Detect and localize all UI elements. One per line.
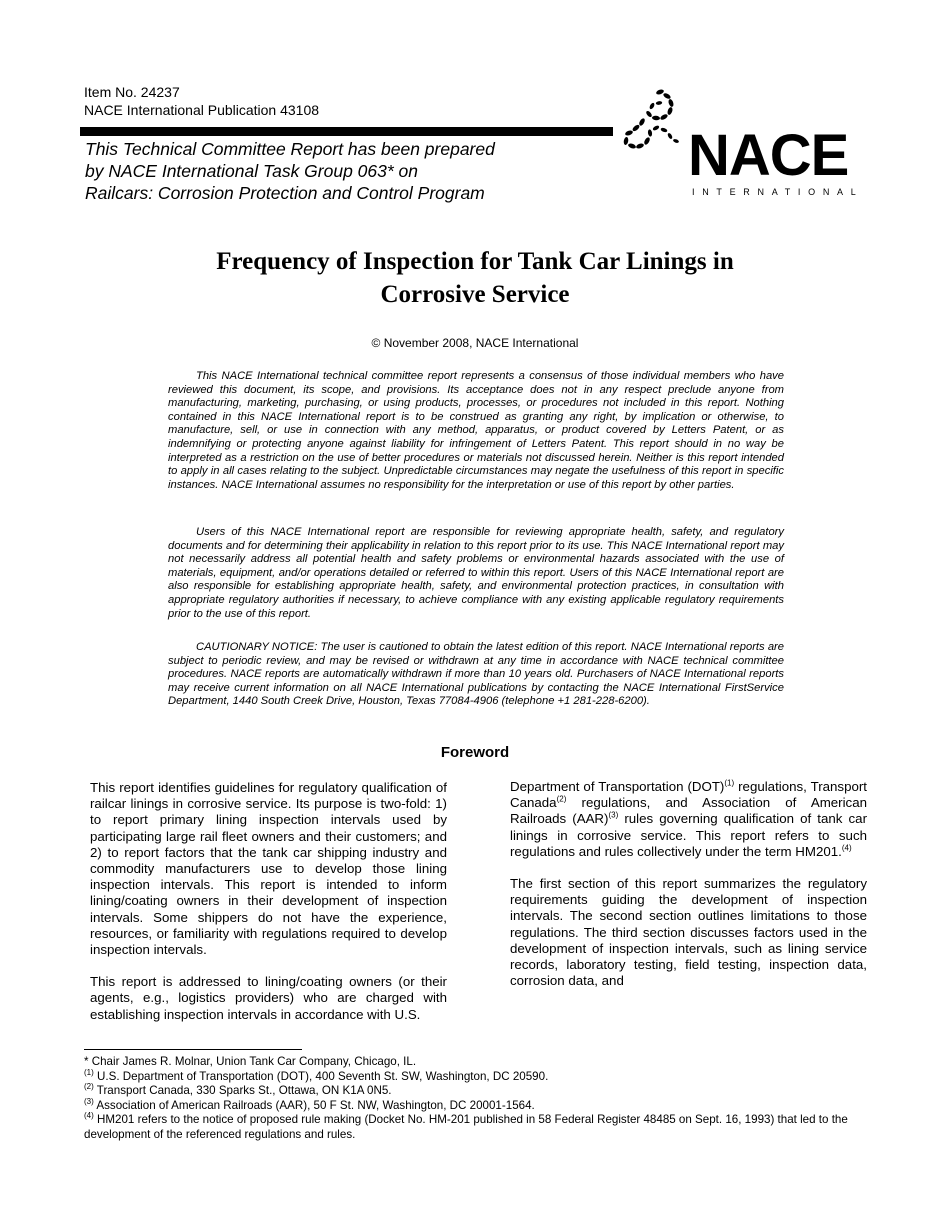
foreword-paragraph-4: The first section of this report summarizes the regulatory requirements guiding the development of inspection intervals. The second section outlines limitations to those regulations. The third section discusses factors used in the development of inspection intervals, such as lining service records, laboratory testing, field testing, inspection data, corrosion data, and — [510, 876, 867, 989]
footnote-ref-4: (4) — [841, 843, 852, 853]
user-responsibility-notice — [168, 526, 784, 621]
footnote-2-text: Transport Canada, 330 Sparks St., Ottawa, ON K1A 0N5. — [93, 1084, 392, 1097]
footnote-4 — [84, 1113, 859, 1142]
consensus-notice-text: This NACE International technical committee report represents a consensus of those individual members who have reviewed this document, its scope, and provisions. Its acceptance does not in any respect preclude anyone from manufacturing, marketing, purchasing, or using products, processes, or procedures not included in this report. Nothing contained in this NACE International report is to be construed as granting any right, by implication or otherwise, to manufacture, sell, or use in connection with any method, apparatus, or product covered by Letters Patent, or as indemnifying or protecting anyone against liability for infringement of Letters Patent. This report should in no way be interpreted as a restriction on the use of better procedures or materials not discussed herein. Neither is this report intended to apply in all cases relating to the subject. Unpredictable circumstances may negate the usefulness of this report in specific instances. NACE International assumes no responsibility for the interpretation or use of this report by other parties. — [168, 370, 784, 491]
user-responsibility-text: Users of this NACE International report are responsible for reviewing appropriate health, safety, and regulatory documents and for determining their applicability in relation to this report prior to its use. This NACE International report may not necessarily address all potential health and safety problems or environmental hazards associated with the use of materials, equipment, and/or operations detailed or referred to within this report. Users of this NACE International report are also responsible for establishing appropriate health, safety, and environmental protection practices, in consultation with appropriate regulatory authorities if necessary, to achieve compliance with any existing applicable regulatory requirements prior to the use of this report. — [168, 526, 784, 620]
cautionary-notice-text: CAUTIONARY NOTICE: The user is cautioned to obtain the latest edition of this report. NACE International reports are subject to periodic review, and may be revised or withdrawn at any time in accordance with NACE technical committee procedures. NACE reports are automatically withdrawn if more than 10 years old. Purchasers of NACE International reports may receive current information on all NACE International publications by contacting the NACE International FirstService Department, 1440 South Creek Drive, Houston, Texas 77084-4906 (telephone +1 281-228-6200). — [168, 641, 784, 708]
foreword-p3-part-d: rules governing qualification of tank car linings in corrosive service. This report refers to such regulations and rules collectively under the term HM201. — [510, 811, 867, 859]
foreword-paragraph-2: This report is addressed to lining/coating owners (or their agents, e.g., logistics providers) who are charged with establishing inspection intervals in accordance with U.S. — [90, 974, 447, 1022]
item-info — [84, 83, 319, 119]
technical-committee-statement — [85, 138, 495, 204]
footnote-ref-3: (3) — [608, 810, 619, 820]
footnote-1-mark: (1) — [84, 1067, 94, 1077]
tcr-line-2: by NACE International Task Group 063* on — [85, 161, 419, 181]
footnote-4-mark: (4) — [84, 1111, 94, 1121]
footnote-3-mark: (3) — [84, 1096, 94, 1106]
foreword-paragraph-3 — [510, 779, 867, 860]
footnote-star: * Chair James R. Molnar, Union Tank Car Company, Chicago, IL. — [84, 1055, 417, 1068]
item-number: Item No. 24237 — [84, 84, 180, 100]
footnote-separator — [84, 1049, 302, 1050]
header-rule — [80, 127, 613, 136]
title-line-1: Frequency of Inspection for Tank Car Linings in — [216, 248, 734, 275]
nace-logo-subtitle: INTERNATIONAL — [692, 187, 864, 197]
title-line-2: Corrosive Service — [380, 281, 570, 308]
footnote-2 — [84, 1084, 859, 1099]
foreword-p3-part-a: Department of Transportation (DOT) — [510, 779, 725, 794]
publication-number: NACE International Publication 43108 — [84, 102, 320, 118]
tcr-line-3: Railcars: Corrosion Protection and Control Program — [85, 183, 485, 203]
nace-logo-swirl-icon — [620, 86, 690, 156]
nace-logo-wordmark: NACE — [688, 123, 849, 188]
foreword-paragraph-1: This report identifies guidelines for regulatory qualification of railcar linings in corrosive service. Its purpose is two-fold: 1) to report primary lining inspection intervals used by participating large rail fleet owners and their customers; and 2) to report factors that the tank car shipping industry and commodity manufacturers use to develop those lining inspection intervals. This report is intended to inform lining/coating owners in their development of inspection intervals. Some shippers do not have the experience, resources, or familiarity with regulations required to develop inspection intervals. — [90, 780, 447, 958]
nace-logo — [620, 86, 870, 201]
footnotes — [84, 1055, 859, 1142]
footnote-ref-1: (1) — [724, 778, 735, 788]
footnote-3-text: Association of American Railroads (AAR), 50 F St. NW, Washington, DC 20001-1564. — [93, 1098, 535, 1112]
tcr-line-1: This Technical Committee Report has been prepared — [85, 139, 495, 159]
footnote-4-text: HM201 refers to the notice of proposed rule making (Docket No. HM-201 published in 58 Federal Register 48485 on Sept. 16, 1993) that led to the development of the referenced regulations and rules. — [84, 1113, 848, 1141]
footnote-1-text: U.S. Department of Transportation (DOT), 400 Seventh St. SW, Washington, DC 20590. — [93, 1069, 549, 1083]
foreword-p3-part-c: regulations, and Association of American Railroads (AAR) — [510, 795, 867, 827]
cautionary-notice — [168, 641, 784, 709]
footnote-2-mark: (2) — [84, 1082, 94, 1092]
footnote-3 — [84, 1096, 859, 1114]
foreword-left-column — [90, 780, 447, 1039]
footnote-ref-2: (2) — [556, 794, 567, 804]
document-title — [100, 245, 850, 311]
foreword-right-column — [510, 779, 867, 1005]
consensus-notice — [168, 370, 784, 492]
foreword-p3-part-b: regulations, Transport Canada — [510, 779, 867, 811]
footnote-1 — [84, 1067, 859, 1085]
copyright-line: © November 2008, NACE International — [371, 336, 579, 350]
foreword-heading: Foreword — [440, 744, 510, 761]
